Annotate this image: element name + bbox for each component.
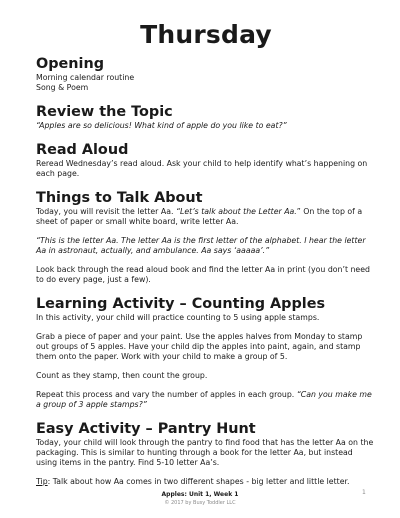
things-paragraph-1 xyxy=(36,207,376,227)
things-paragraph-3: Look back through the read aloud book and find the letter Aa in print (you don’t need to do every page, just a few). xyxy=(36,265,370,284)
heading-review: Review the Topic xyxy=(36,104,173,120)
learning-paragraph-3: Count as they stamp, then count the group. xyxy=(36,371,208,380)
things-p1-start: Today, you will revisit the letter Aa. xyxy=(36,207,176,216)
tip-label: Tip xyxy=(36,477,48,486)
read-aloud-text: Reread Wednesday’s read aloud. Ask your child to help identify what’s happening on each page. xyxy=(36,159,368,178)
page-title: Thursday xyxy=(140,20,272,49)
learning-p4-start: Repeat this process and vary the number of apples in each group. xyxy=(36,390,297,399)
section-read-aloud xyxy=(36,142,376,179)
heading-things: Things to Talk About xyxy=(36,190,203,206)
opening-line-2: Song & Poem xyxy=(36,83,89,92)
learning-paragraph-2: Grab a piece of paper and your paint. Use the apples halves from Monday to stamp out groups of 5 apples. Have your child dip the apples into paint, again, and stamp them onto the paper. Work with your child to make a group of 5. xyxy=(36,332,363,361)
page-number: 1 xyxy=(362,489,366,496)
heading-learning: Learning Activity – Counting Apples xyxy=(36,296,326,312)
document-page xyxy=(36,20,376,498)
easy-tip xyxy=(36,477,376,487)
learning-p4-quote: “Can you make me a group of 3 apple stamps?” xyxy=(36,390,372,409)
opening-line-1: Morning calendar routine xyxy=(36,73,135,82)
section-opening xyxy=(36,56,376,93)
footer-copyright: © 2017 by Busy Toddler LLC xyxy=(164,500,236,506)
section-easy-activity xyxy=(36,421,376,487)
tip-text: : Talk about how Aa comes in two different shapes - big letter and little letter. xyxy=(47,477,350,486)
learning-paragraph-1: In this activity, your child will practice counting to 5 using apple stamps. xyxy=(36,313,320,322)
section-learning-activity xyxy=(36,296,376,410)
heading-opening: Opening xyxy=(36,56,105,72)
heading-read-aloud: Read Aloud xyxy=(36,142,129,158)
things-p1-end: ” On the top of a sheet of paper or small white board, write letter Aa. xyxy=(36,207,363,226)
easy-paragraph-1: Today, your child will look through the pantry to find food that has the letter Aa on the packaging. This is similar to hunting through a book for the letter Aa, but instead using items in the pantry. Find 5-10 letter Aa’s. xyxy=(36,438,374,467)
things-p1-quote: “Let’s talk about the Letter Aa. xyxy=(175,207,297,216)
section-things-to-talk-about xyxy=(36,190,376,285)
section-review xyxy=(36,104,376,131)
things-paragraph-2: “This is the letter Aa. The letter Aa is the first letter of the alphabet. I hear the letter Aa in astronaut, actually, and ambulance. Aa says ‘aaaaa’.” xyxy=(36,236,366,255)
heading-easy: Easy Activity – Pantry Hunt xyxy=(36,421,256,437)
footer-title: Apples: Unit 1, Week 1 xyxy=(161,491,239,498)
review-quote: “Apples are so delicious! What kind of apple do you like to eat?” xyxy=(36,121,287,130)
learning-paragraph-4 xyxy=(36,390,376,410)
